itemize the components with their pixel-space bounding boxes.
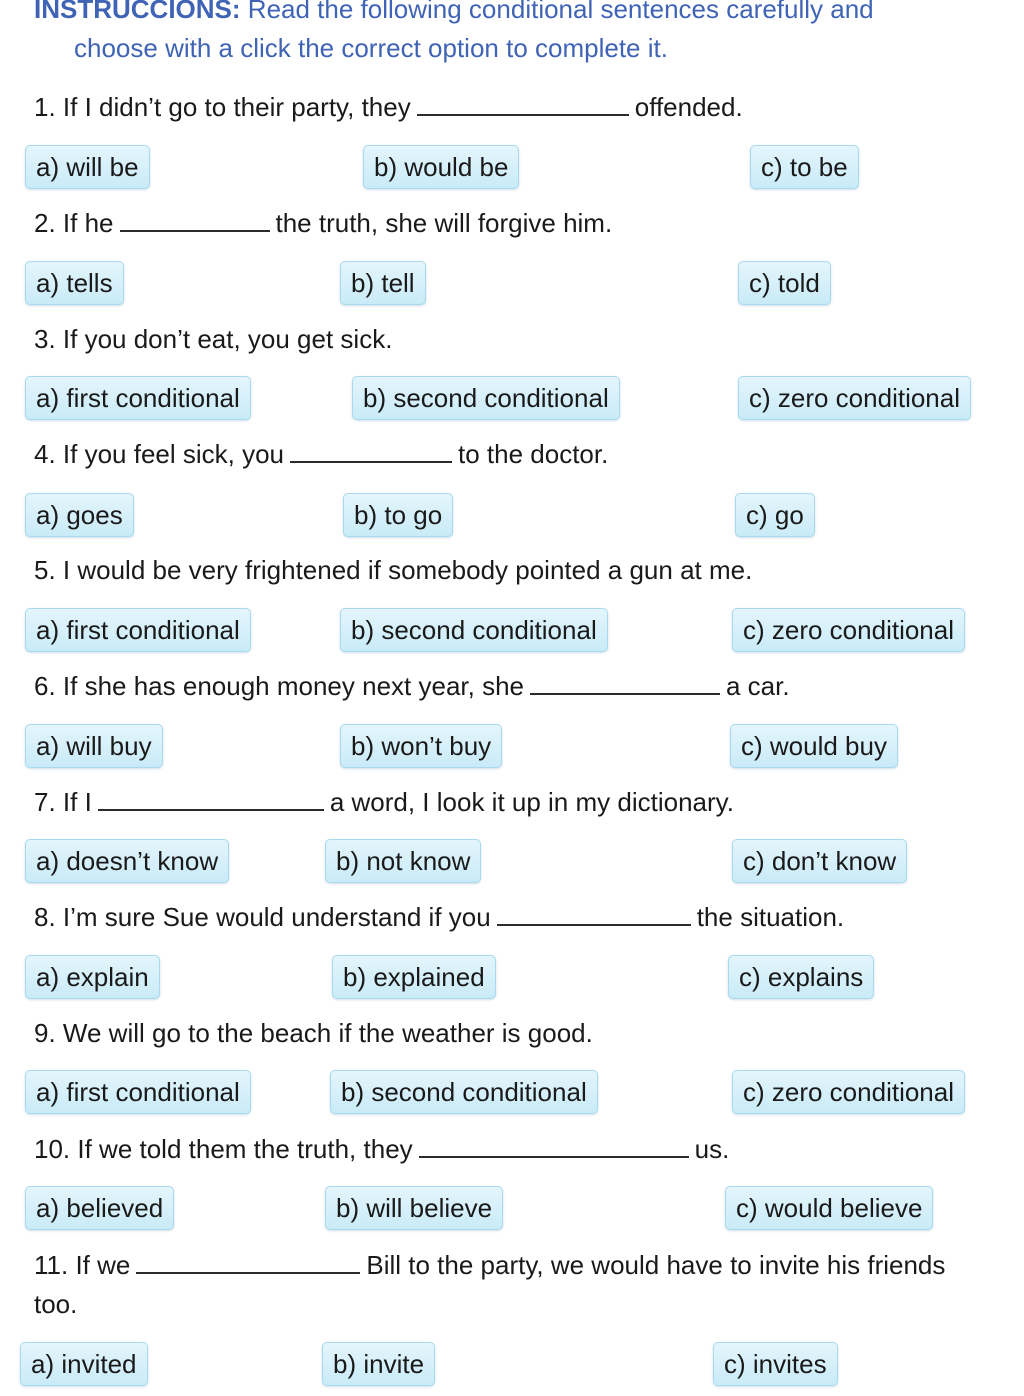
option-2a[interactable]: a) tells: [25, 261, 124, 305]
question-text-before: 8. I’m sure Sue would understand if you: [34, 902, 491, 932]
question-3: 3. If you don’t eat, you get sick.: [34, 324, 393, 354]
option-2c[interactable]: c) told: [738, 261, 831, 305]
option-9c[interactable]: c) zero conditional: [732, 1070, 965, 1114]
instructions-label: INSTRUCCIONS:: [34, 0, 241, 24]
option-8a[interactable]: a) explain: [25, 955, 160, 999]
answer-blank: [98, 785, 324, 811]
option-8c[interactable]: c) explains: [728, 955, 874, 999]
option-1a[interactable]: a) will be: [25, 145, 150, 189]
option-10c[interactable]: c) would believe: [725, 1186, 933, 1230]
answer-blank: [419, 1132, 689, 1158]
question-text-before: 11. If we: [34, 1250, 131, 1280]
question-text-after: a word, I look it up in my dictionary.: [329, 787, 734, 817]
question-text-before: 2. If he: [34, 208, 114, 238]
question-8: [34, 898, 844, 937]
answer-blank: [530, 669, 720, 695]
instructions-line2: choose with a click the correct option to complete it.: [74, 33, 668, 63]
question-1: [34, 88, 743, 127]
question-text-before: 10. If we told them the truth, they: [34, 1134, 413, 1164]
question-2: [34, 204, 612, 243]
question-11: [34, 1246, 954, 1324]
option-5c[interactable]: c) zero conditional: [732, 608, 965, 652]
option-3c[interactable]: c) zero conditional: [738, 376, 971, 420]
instructions-line1: Read the following conditional sentences carefully and: [247, 0, 874, 24]
option-5b[interactable]: b) second conditional: [340, 608, 608, 652]
answer-blank: [497, 900, 691, 926]
question-text-before: 4. If you feel sick, you: [34, 439, 285, 469]
option-7a[interactable]: a) doesn’t know: [25, 839, 229, 883]
option-7c[interactable]: c) don’t know: [732, 839, 907, 883]
question-4: [34, 435, 608, 474]
option-2b[interactable]: b) tell: [340, 261, 426, 305]
option-11c[interactable]: c) invites: [713, 1342, 838, 1386]
option-9a[interactable]: a) first conditional: [25, 1070, 251, 1114]
question-text-after: a car.: [726, 671, 790, 701]
option-7b[interactable]: b) not know: [325, 839, 481, 883]
question-5: 5. I would be very frightened if somebody pointed a gun at me.: [34, 555, 753, 585]
answer-blank: [417, 90, 629, 116]
option-6c[interactable]: c) would buy: [730, 724, 898, 768]
option-8b[interactable]: b) explained: [332, 955, 496, 999]
option-3b[interactable]: b) second conditional: [352, 376, 620, 420]
question-10: [34, 1130, 729, 1169]
option-10a[interactable]: a) believed: [25, 1186, 174, 1230]
question-text-before: 6. If she has enough money next year, she: [34, 671, 524, 701]
question-7: [34, 783, 734, 822]
question-text-after: us.: [694, 1134, 730, 1164]
question-text-before: 7. If I: [34, 787, 92, 817]
option-9b[interactable]: b) second conditional: [330, 1070, 598, 1114]
instructions: [34, 0, 994, 68]
option-10b[interactable]: b) will believe: [325, 1186, 503, 1230]
option-3a[interactable]: a) first conditional: [25, 376, 251, 420]
question-text-after: Bill to the party, we would have to invite his friends too.: [34, 1250, 946, 1319]
option-11b[interactable]: b) invite: [322, 1342, 435, 1386]
answer-blank: [290, 437, 452, 463]
question-6: [34, 667, 790, 706]
option-6a[interactable]: a) will buy: [25, 724, 163, 768]
answer-blank: [136, 1248, 360, 1274]
question-text-after: to the doctor.: [458, 439, 609, 469]
option-11a[interactable]: a) invited: [20, 1342, 148, 1386]
option-4a[interactable]: a) goes: [25, 493, 134, 537]
option-1b[interactable]: b) would be: [363, 145, 519, 189]
option-1c[interactable]: c) to be: [750, 145, 859, 189]
answer-blank: [120, 206, 270, 232]
option-4c[interactable]: c) go: [735, 493, 815, 537]
question-text-after: offended.: [634, 92, 743, 122]
question-9: 9. We will go to the beach if the weather is good.: [34, 1018, 593, 1048]
question-text-after: the truth, she will forgive him.: [275, 208, 613, 238]
option-6b[interactable]: b) won’t buy: [340, 724, 502, 768]
option-5a[interactable]: a) first conditional: [25, 608, 251, 652]
question-text-after: the situation.: [696, 902, 845, 932]
question-text-before: 1. If I didn’t go to their party, they: [34, 92, 411, 122]
option-4b[interactable]: b) to go: [343, 493, 453, 537]
